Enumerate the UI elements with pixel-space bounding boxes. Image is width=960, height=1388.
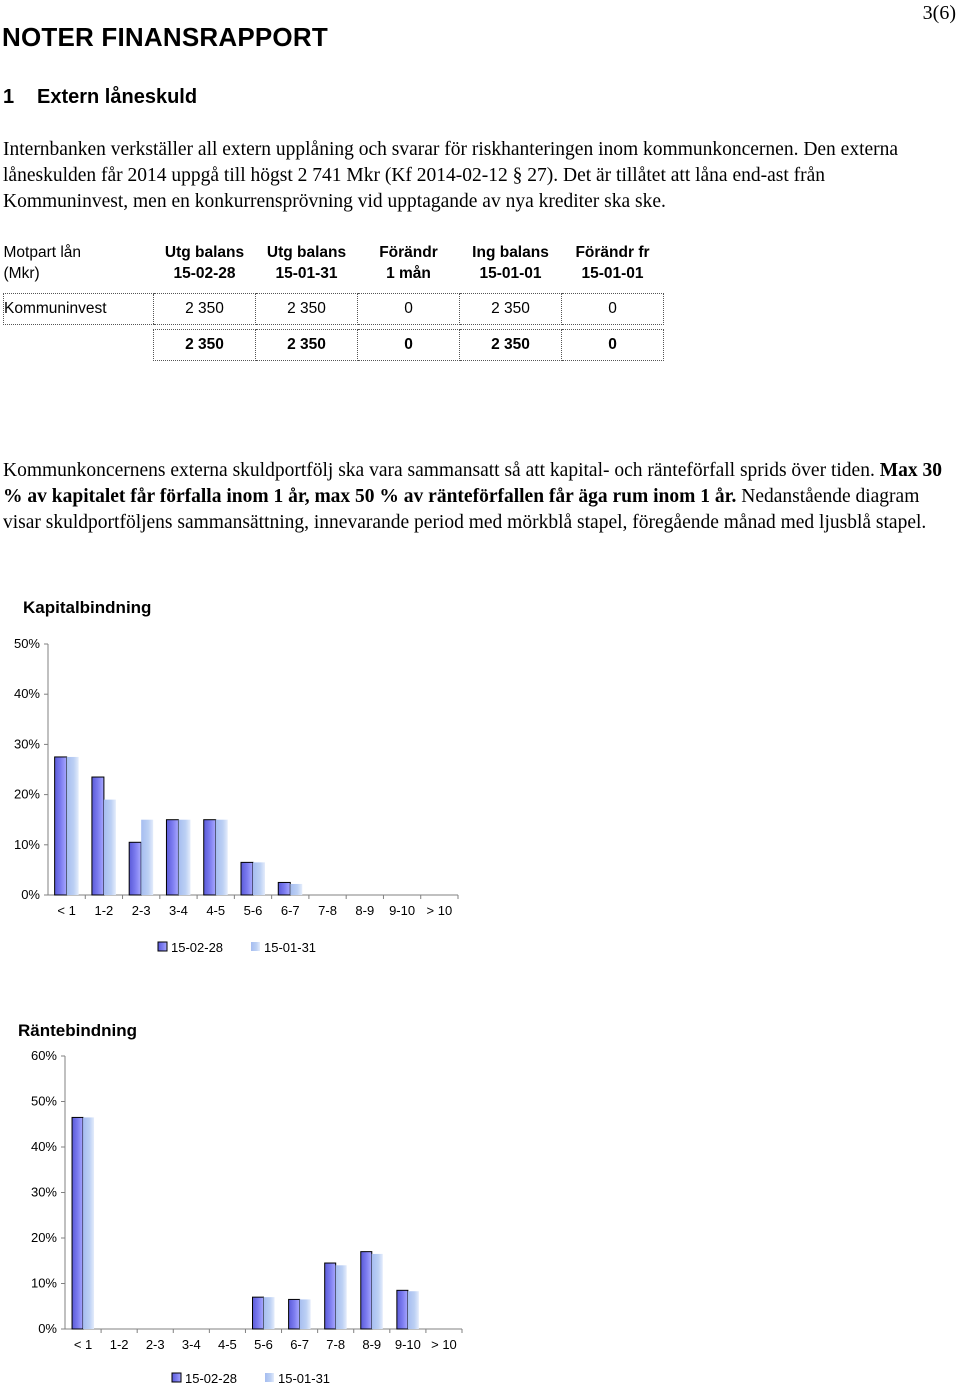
- rantebindning-chart: [0, 1045, 480, 1388]
- y-tick-label: 30%: [30, 1184, 57, 1200]
- y-tick-label: 0%: [21, 887, 40, 902]
- table-row: [4, 294, 664, 325]
- total-cell: 0: [562, 330, 664, 361]
- legend-swatch-15-01-31: [265, 1373, 274, 1382]
- table-header-cell: 15-01-01: [460, 265, 562, 294]
- bar-15-01-31: [216, 820, 228, 895]
- y-tick-label: 20%: [30, 1230, 57, 1245]
- bar-15-02-28: [129, 842, 141, 895]
- x-tick-label: 6-7: [290, 1337, 309, 1352]
- bar-15-02-28: [92, 777, 104, 895]
- bar-15-02-28: [325, 1263, 336, 1329]
- x-tick-label: 7-8: [318, 903, 337, 918]
- section-heading: [3, 86, 197, 109]
- x-tick-label: < 1: [57, 903, 76, 918]
- chart-legend: [158, 940, 316, 955]
- table-header-cell: 15-02-28: [154, 265, 256, 294]
- table-cell: 2 350: [256, 294, 358, 325]
- x-tick-label: 4-5: [218, 1337, 237, 1352]
- total-cell: 2 350: [460, 330, 562, 361]
- table-header-cell: 15-01-01: [562, 265, 664, 294]
- x-tick-label: 9-10: [389, 903, 416, 918]
- table-header-cell: Förändr: [379, 244, 438, 261]
- table-header-cell: 15-01-31: [256, 265, 358, 294]
- bar-15-02-28: [361, 1252, 372, 1329]
- y-tick-label: 50%: [13, 636, 40, 651]
- y-tick-label: 0%: [38, 1321, 57, 1336]
- x-tick-label: 5-6: [243, 903, 263, 918]
- bar-15-02-28: [397, 1290, 408, 1329]
- x-tick-label: 2-3: [131, 903, 151, 918]
- y-tick-label: 10%: [13, 836, 40, 852]
- bar-15-02-28: [289, 1299, 300, 1329]
- bar-15-02-28: [253, 1297, 264, 1329]
- x-tick-label: 2-3: [145, 1337, 165, 1352]
- bar-15-01-31: [300, 1299, 311, 1329]
- bar-15-01-31: [264, 1297, 275, 1329]
- chart-title-kapitalbindning: Kapitalbindning: [23, 598, 152, 617]
- table-cell: 2 350: [460, 294, 562, 325]
- total-cell: 2 350: [256, 330, 358, 361]
- legend-label: 15-01-31: [264, 940, 317, 955]
- x-tick-label: 1-2: [94, 903, 114, 918]
- table-header-cell: Motpart lån: [3, 244, 82, 261]
- bar-15-01-31: [408, 1291, 419, 1329]
- total-row: [4, 330, 664, 361]
- bar-15-01-31: [336, 1265, 347, 1329]
- y-tick-label: 60%: [30, 1048, 57, 1063]
- bar-15-01-31: [290, 884, 302, 895]
- legend-swatch-15-02-28: [172, 1373, 181, 1382]
- x-tick-label: < 1: [73, 1337, 93, 1352]
- bar-15-01-31: [141, 820, 153, 895]
- x-tick-label: 1-2: [109, 1337, 129, 1352]
- x-tick-label: > 10: [431, 1337, 457, 1352]
- x-tick-label: 3-4: [169, 903, 188, 918]
- kapitalbindning-chart: [0, 630, 480, 960]
- table-cell: 2 350: [154, 294, 256, 325]
- table-header-cell: Utg balans: [164, 244, 245, 261]
- y-tick-label: 50%: [30, 1093, 57, 1109]
- y-tick-label: 30%: [13, 736, 40, 752]
- legend-swatch-15-02-28: [158, 942, 167, 951]
- y-tick-label: 20%: [13, 786, 40, 802]
- row-label: Kommuninvest: [4, 294, 154, 325]
- document-title: NOTER FINANSRAPPORT: [2, 22, 328, 52]
- chart-title-rantebindning: Räntebindning: [18, 1021, 137, 1040]
- x-tick-label: > 10: [426, 903, 453, 918]
- paragraph-bold-text: Max 30 % av kapitalet får förfalla inom 1 år, max 50 % av ränteförfallen får äga rum inom 1 år.: [3, 460, 942, 507]
- bar-15-01-31: [104, 800, 116, 895]
- total-cell: 2 350: [154, 330, 256, 361]
- y-tick-label: 10%: [30, 1275, 57, 1291]
- legend-label: 15-02-28: [185, 1371, 238, 1386]
- legend-swatch-15-01-31: [251, 942, 260, 951]
- x-tick-label: 8-9: [355, 903, 375, 918]
- page-number: 3(6): [922, 2, 956, 24]
- total-cell: 0: [358, 330, 460, 361]
- legend-label: 15-02-28: [171, 940, 224, 955]
- table-header-cell: Utg balans: [266, 244, 347, 261]
- table-header-cell: 1 mån: [358, 265, 460, 294]
- bar-15-01-31: [178, 820, 190, 895]
- x-tick-label: 8-9: [362, 1337, 382, 1352]
- x-tick-label: 7-8: [326, 1337, 346, 1352]
- table-header-row: [4, 265, 664, 294]
- bar-15-02-28: [166, 820, 178, 895]
- y-tick-label: 40%: [13, 686, 40, 702]
- x-tick-label: 3-4: [181, 1337, 201, 1352]
- debt-table: [3, 241, 664, 361]
- bar-15-01-31: [253, 862, 265, 895]
- x-tick-label: 9-10: [394, 1337, 421, 1352]
- bar-15-02-28: [72, 1117, 83, 1329]
- table-header-cell: Ing balans: [472, 244, 549, 261]
- bar-15-02-28: [55, 757, 67, 895]
- bar-15-01-31: [372, 1254, 383, 1329]
- section-heading-text: Extern låneskuld: [37, 86, 198, 108]
- chart-legend: [172, 1371, 330, 1386]
- x-tick-label: 6-7: [280, 903, 300, 918]
- x-tick-label: 5-6: [254, 1337, 273, 1352]
- bar-15-02-28: [204, 820, 216, 895]
- y-tick-label: 40%: [30, 1139, 57, 1154]
- table-cell: 0: [358, 294, 460, 325]
- bar-15-01-31: [83, 1117, 94, 1329]
- intro-paragraph: Internbanken verkställer all extern upplåning och svarar för riskhanteringen inom kommunkoncernen. Den externa låneskulden får 2014 uppgå till högst 2 741 Mkr (Kf 2014-02-12 § 27). Det är tillåtet att låna end-ast från Kommuninvest, men en konkurrensprövning vid upptagande av nya krediter ska ske.: [3, 139, 899, 212]
- paragraph-text: Kommunkoncernens externa skuldportfölj ska vara sammansatt så att kapital- och ränteförfall sprids över tiden.: [3, 460, 880, 481]
- table-header-row: [4, 241, 664, 265]
- table-header-cell: Förändr fr: [575, 244, 650, 261]
- portfolio-paragraph: [3, 458, 953, 536]
- section-number: 1: [3, 86, 15, 108]
- table-header-cell: (Mkr): [4, 265, 154, 294]
- paragraph-text: Nedanstående diagram visar skuldportföljens sammansättning, innevarande period med mörkblå stapel, föregående månad med ljusblå stapel.: [3, 486, 927, 533]
- legend-label: 15-01-31: [278, 1371, 331, 1386]
- bar-15-02-28: [241, 862, 253, 895]
- table-cell: 0: [562, 294, 664, 325]
- bar-15-01-31: [67, 757, 79, 895]
- bar-15-02-28: [278, 882, 290, 895]
- x-tick-label: 4-5: [206, 903, 226, 918]
